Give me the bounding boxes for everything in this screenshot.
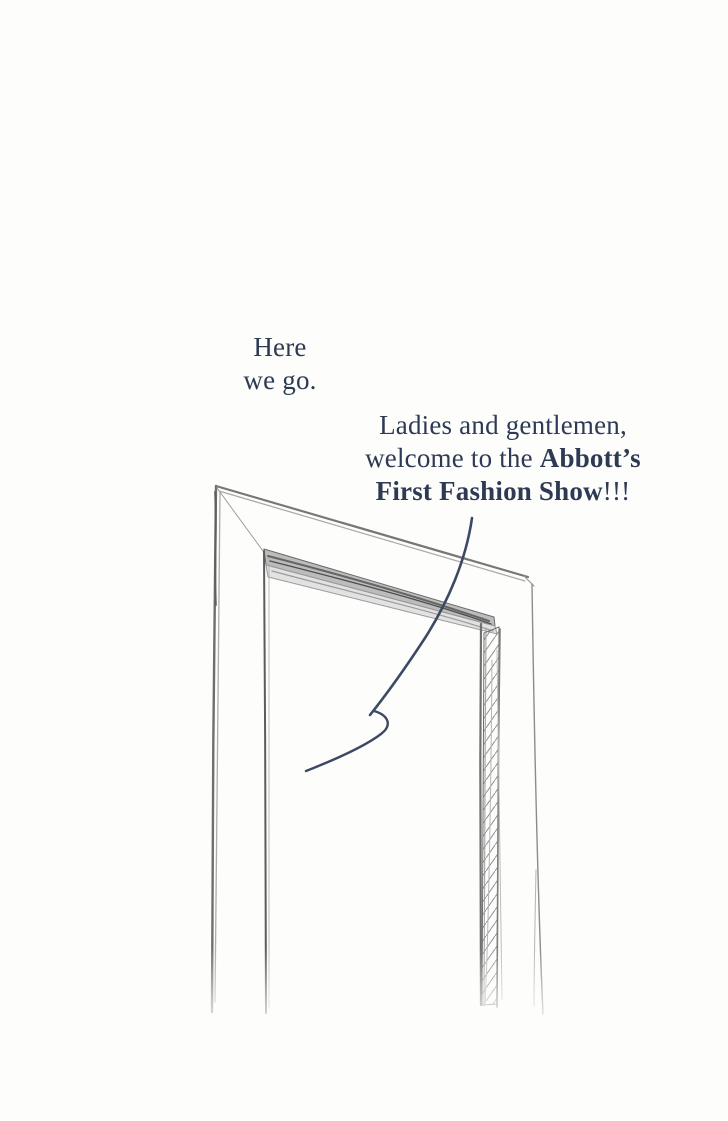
announcement-line-2-normal: welcome to the [365, 443, 540, 473]
frame-left-inner-post [264, 551, 266, 1013]
frame-right-column-left-edge [480, 624, 481, 1005]
announcement-line-3 [341, 475, 665, 508]
announcement-text [341, 409, 665, 508]
frame-right-outer-overdraw [534, 870, 536, 1006]
announcement-line-3-suffix: !!! [602, 476, 631, 506]
announcement-line-2-bold: Abbott’s [539, 443, 641, 473]
narration-line-1: Here [253, 332, 307, 362]
frame-right-outer-edge [532, 584, 543, 1014]
narration-text [200, 331, 360, 397]
announcement-line-3-bold: First Fashion Show [375, 476, 603, 506]
speech-tail [306, 518, 472, 771]
announcement-line-2 [341, 442, 665, 475]
frame-group [212, 486, 543, 1014]
narration-line-2: we go. [243, 365, 317, 395]
announcement-line-1: Ladies and gentlemen, [379, 410, 627, 440]
frame-left-outer-post-dark [215, 492, 216, 605]
speech-tail-lower-hook [306, 711, 388, 771]
